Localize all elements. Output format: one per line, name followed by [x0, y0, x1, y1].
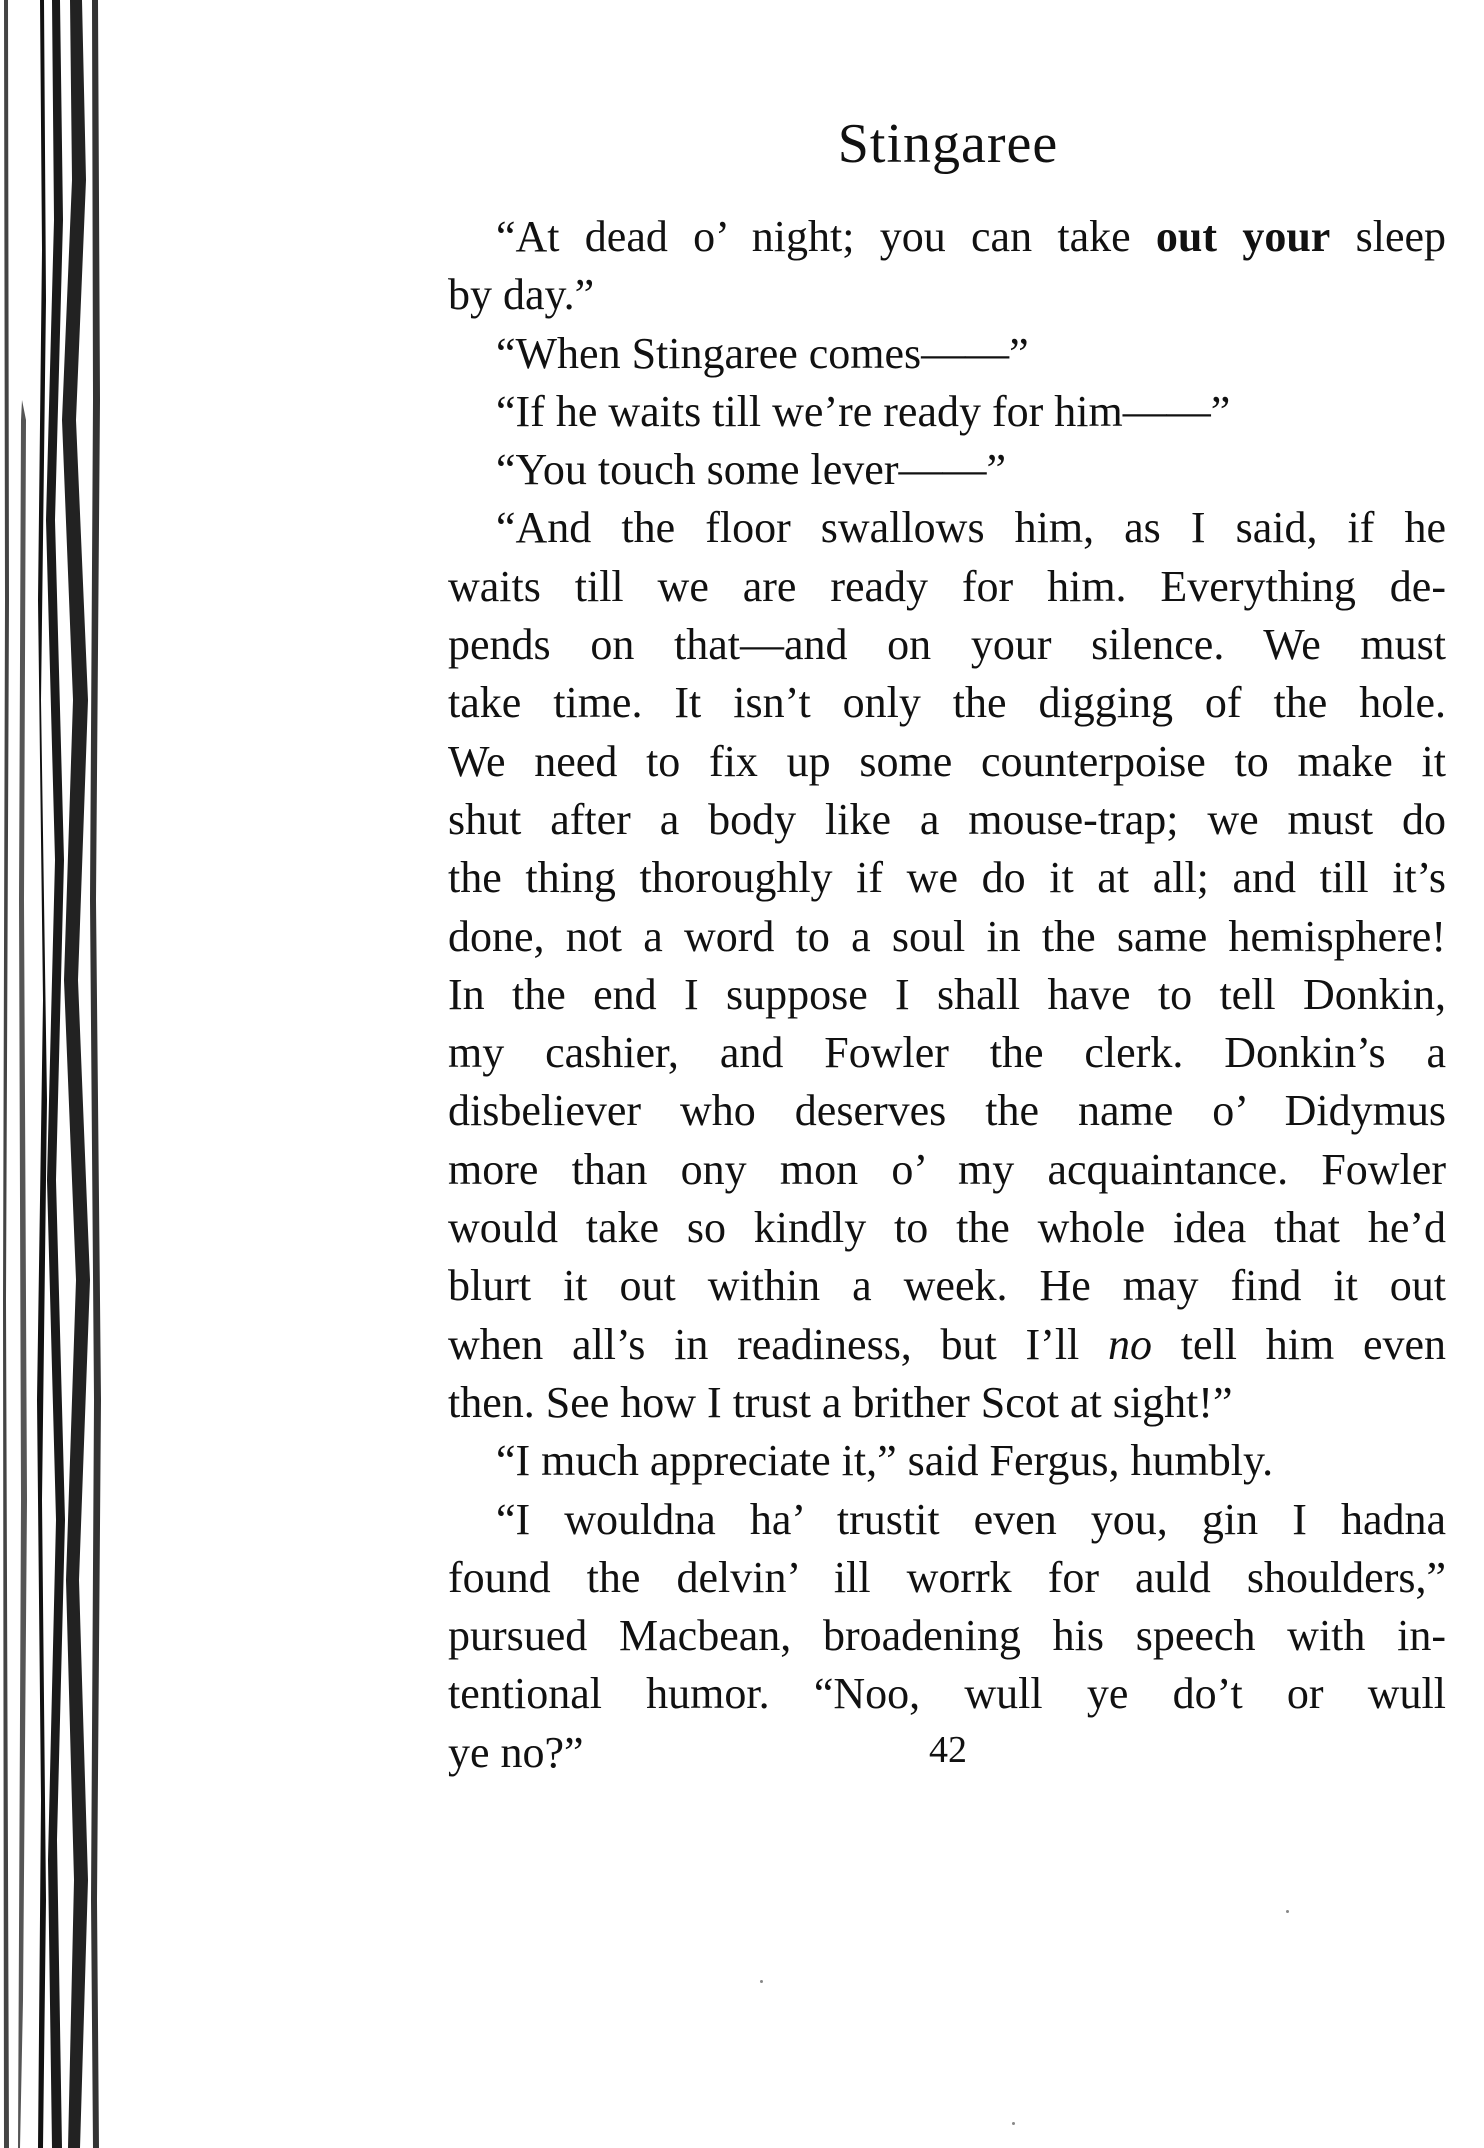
text-line: done, not a word to a soul in the same hemisphere!: [448, 911, 1446, 961]
bold-text: out your: [1155, 212, 1331, 261]
text-line: when all’s in readiness, but I’ll no tell him even: [448, 1319, 1447, 1369]
text-line: We need to fix up some counterpoise to make it: [448, 736, 1446, 786]
text-line: waits till we are ready for him. Everything de-: [448, 561, 1446, 611]
text-line: “When Stingaree comes——”: [496, 328, 1029, 378]
text-line: “If he waits till we’re ready for him——”: [496, 386, 1231, 436]
text-line: by day.”: [448, 270, 595, 320]
text-line: “I wouldna ha’ trustit even you, gin I hadna: [496, 1494, 1446, 1544]
text-line: “And the floor swallows him, as I said, if he: [496, 503, 1446, 553]
scan-speck: [760, 1980, 763, 1983]
page-number: 42: [929, 1729, 967, 1771]
scan-speck: [1286, 1910, 1289, 1913]
text-line: “I much appreciate it,” said Fergus, humbly.: [496, 1436, 1274, 1486]
text-line: In the end I suppose I shall have to tell Donkin,: [448, 969, 1446, 1019]
text-line: pursued Macbean, broadening his speech with in-: [448, 1611, 1446, 1661]
text-line: disbeliever who deserves the name o’ Didymus: [448, 1086, 1446, 1136]
text-line: tentional humor. “Noo, wull ye do’t or wull: [448, 1669, 1446, 1719]
running-head: Stingaree: [837, 113, 1059, 175]
binding-edge-scan-artifact: [0, 0, 110, 2148]
text-line: more than ony mon o’ my acquaintance. Fowler: [448, 1144, 1446, 1194]
text-line: then. See how I trust a brither Scot at sight!”: [448, 1377, 1233, 1427]
body-text: [448, 208, 1446, 1782]
text-line: pends on that—and on your silence. We must: [448, 620, 1446, 670]
italic-text: no: [1108, 1319, 1153, 1369]
text-line: would take so kindly to the whole idea that he’d: [448, 1203, 1446, 1253]
text-line: blurt it out within a week. He may find it out: [448, 1261, 1446, 1311]
text-line: “You touch some lever——”: [496, 445, 1006, 495]
text-line: found the delvin’ ill worrk for auld shoulders,”: [448, 1552, 1446, 1602]
text-line: take time. It isn’t only the digging of the hole.: [448, 678, 1446, 728]
scan-speck: [1012, 2122, 1015, 2125]
text-line: “At dead o’ night; you can take out your sleep: [496, 212, 1447, 261]
text-line: my cashier, and Fowler the clerk. Donkin’s a: [448, 1028, 1446, 1078]
text-line: ye no?”: [448, 1727, 584, 1777]
text-line: shut after a body like a mouse-trap; we must do: [448, 794, 1446, 844]
text-line: the thing thoroughly if we do it at all; and till it’s: [448, 853, 1446, 903]
